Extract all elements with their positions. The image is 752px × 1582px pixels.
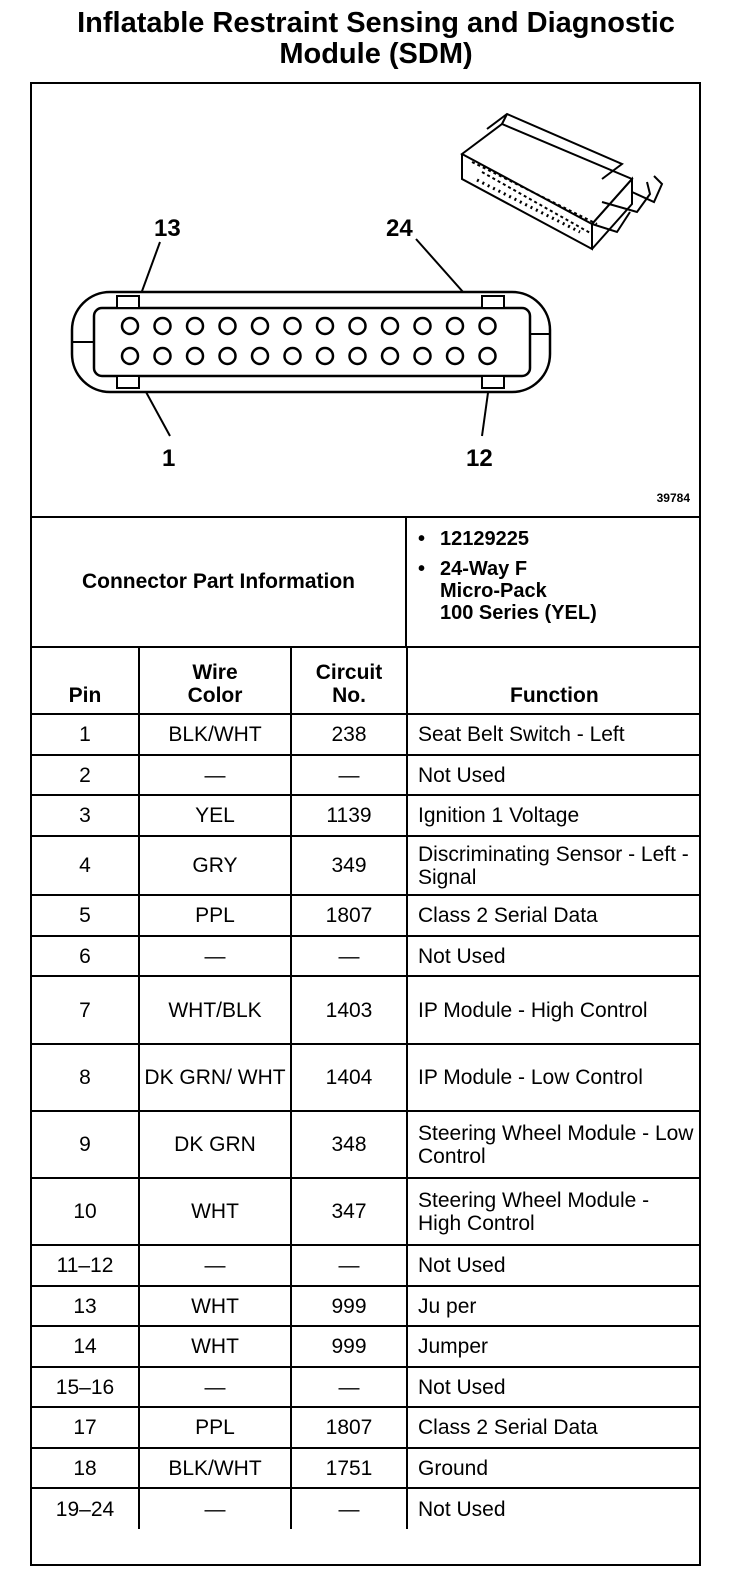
cell-function: Ignition 1 Voltage [407, 795, 699, 836]
cell-circuit: — [291, 1488, 407, 1529]
pin-cavity [285, 318, 301, 334]
connector-illustration [32, 84, 699, 516]
cell-circuit: — [291, 1245, 407, 1286]
cell-function: Seat Belt Switch - Left [407, 714, 699, 755]
table-row [32, 1448, 699, 1488]
connector-sheet [30, 82, 701, 1566]
pin-cavity [252, 348, 268, 364]
cell-wire: DK GRN/ WHT [139, 1044, 291, 1111]
pin-cavity [447, 318, 463, 334]
table-row [32, 1367, 699, 1407]
table-row [32, 936, 699, 976]
cell-pin: 4 [32, 836, 139, 895]
part-info-label: Connector Part Information [32, 518, 407, 646]
cell-function: Steering Wheel Module - High Control [407, 1178, 699, 1245]
cell-pin: 17 [32, 1407, 139, 1448]
cell-pin: 10 [32, 1178, 139, 1245]
cell-wire: — [139, 755, 291, 795]
cell-function: Ju per [407, 1286, 699, 1326]
cell-wire: WHT [139, 1326, 291, 1367]
pin-cavity [480, 318, 496, 334]
header-wire-line-1: Wire [192, 661, 238, 684]
cell-pin: 19–24 [32, 1488, 139, 1529]
pin-cavity [252, 318, 268, 334]
cell-function: Class 2 Serial Data [407, 1407, 699, 1448]
cell-wire: BLK/WHT [139, 1448, 291, 1488]
pin-cavity [122, 318, 138, 334]
cell-circuit: 347 [291, 1178, 407, 1245]
cell-function: Class 2 Serial Data [407, 895, 699, 936]
cell-circuit: 1751 [291, 1448, 407, 1488]
header-circuit-line-2: No. [332, 684, 366, 707]
table-row [32, 836, 699, 895]
cell-wire: WHT [139, 1178, 291, 1245]
connector-face [72, 292, 550, 392]
part-desc-line-2: Micro-Pack [440, 580, 547, 602]
cell-wire: PPL [139, 895, 291, 936]
pin-label-24: 24 [386, 215, 413, 242]
cell-pin: 1 [32, 714, 139, 755]
cell-wire: DK GRN [139, 1111, 291, 1178]
cell-pin: 6 [32, 936, 139, 976]
header-pin: Pin [32, 648, 139, 714]
part-desc-line-1: • 24-Way F [440, 558, 528, 580]
cell-circuit: — [291, 936, 407, 976]
cell-function: Jumper [407, 1326, 699, 1367]
pin-cavity [155, 318, 171, 334]
cell-circuit: 1139 [291, 795, 407, 836]
cell-pin: 9 [32, 1111, 139, 1178]
pin-cavity [187, 318, 203, 334]
pinout-rows [32, 714, 699, 1529]
table-row [32, 1178, 699, 1245]
cell-circuit: 1404 [291, 1044, 407, 1111]
pin-cavity [350, 348, 366, 364]
cell-wire: — [139, 1367, 291, 1407]
cell-pin: 13 [32, 1286, 139, 1326]
connector-part-info [32, 518, 699, 648]
cell-pin: 7 [32, 976, 139, 1044]
pin-cavity [480, 348, 496, 364]
header-circuit-line-1: Circuit [315, 661, 383, 684]
cell-wire: — [139, 1245, 291, 1286]
pin-cavity [285, 348, 301, 364]
pin-cavity [415, 318, 431, 334]
cell-pin: 3 [32, 795, 139, 836]
cell-pin: 11–12 [32, 1245, 139, 1286]
pin-cavity [382, 318, 398, 334]
cell-circuit: 999 [291, 1286, 407, 1326]
table-row [32, 895, 699, 936]
pin-cavity [220, 348, 236, 364]
header-function: Function [407, 648, 699, 714]
pin-cavity [317, 318, 333, 334]
part-number: • 12129225 [408, 528, 696, 550]
pin-label-1: 1 [162, 445, 176, 472]
pin-cavity [382, 348, 398, 364]
cell-function: Discriminating Sensor - Left - Signal [407, 836, 699, 895]
pin-cavity [155, 348, 171, 364]
cell-circuit: 1807 [291, 1407, 407, 1448]
cell-pin: 8 [32, 1044, 139, 1111]
table-row [32, 1044, 699, 1111]
table-row [32, 1488, 699, 1529]
pin-cavity [350, 318, 366, 334]
cell-function: Not Used [407, 1488, 699, 1529]
figure-id: 39784 [656, 491, 690, 505]
table-row [32, 976, 699, 1044]
cell-wire: — [139, 936, 291, 976]
pin-cavity [122, 348, 138, 364]
cell-circuit: 348 [291, 1111, 407, 1178]
pin-label-12: 12 [466, 445, 493, 472]
table-row [32, 1111, 699, 1178]
cell-circuit: 1807 [291, 895, 407, 936]
table-row [32, 1286, 699, 1326]
cell-wire: YEL [139, 795, 291, 836]
table-row [32, 1245, 699, 1286]
cell-pin: 15–16 [32, 1367, 139, 1407]
connector-diagram [32, 84, 699, 518]
header-wire-line-2: Color [187, 684, 243, 707]
pin-cavity [187, 348, 203, 364]
cell-wire: WHT [139, 1286, 291, 1326]
cell-wire: GRY [139, 836, 291, 895]
cell-wire: WHT/BLK [139, 976, 291, 1044]
pin-cavity [317, 348, 333, 364]
cell-function: IP Module - High Control [407, 976, 699, 1044]
table-row [32, 755, 699, 795]
cell-circuit: — [291, 1367, 407, 1407]
pin-cavity [220, 318, 236, 334]
table-row [32, 714, 699, 755]
cell-circuit: — [291, 755, 407, 795]
pin-cavity [415, 348, 431, 364]
cell-wire: BLK/WHT [139, 714, 291, 755]
page-title [0, 8, 752, 70]
part-info-list [408, 528, 696, 632]
cell-function: IP Module - Low Control [407, 1044, 699, 1111]
header-wire-color [139, 648, 291, 714]
connector-3d-icon [462, 114, 662, 249]
cell-function: Ground [407, 1448, 699, 1488]
table-row [32, 795, 699, 836]
pin-cavity [447, 348, 463, 364]
title-line-2: Module (SDM) [279, 38, 473, 70]
table-header-row [32, 648, 699, 714]
cell-circuit: 349 [291, 836, 407, 895]
cell-circuit: 238 [291, 714, 407, 755]
cell-function: Not Used [407, 1367, 699, 1407]
table-row [32, 1326, 699, 1367]
cell-pin: 5 [32, 895, 139, 936]
cell-circuit: 1403 [291, 976, 407, 1044]
cell-pin: 14 [32, 1326, 139, 1367]
cell-pin: 18 [32, 1448, 139, 1488]
cell-function: Not Used [407, 1245, 699, 1286]
cell-function: Not Used [407, 936, 699, 976]
pinout-table [32, 648, 699, 1529]
cell-circuit: 999 [291, 1326, 407, 1367]
cell-function: Not Used [407, 755, 699, 795]
table-row [32, 1407, 699, 1448]
cell-function: Steering Wheel Module - Low Control [407, 1111, 699, 1178]
pin-label-13: 13 [154, 215, 181, 242]
part-description [408, 558, 696, 624]
header-circuit-no [291, 648, 407, 714]
title-line-1: Inflatable Restraint Sensing and Diagnostic [77, 7, 675, 39]
part-desc-line-3: 100 Series (YEL) [440, 602, 597, 624]
cell-wire: PPL [139, 1407, 291, 1448]
cell-pin: 2 [32, 755, 139, 795]
cell-wire: — [139, 1488, 291, 1529]
